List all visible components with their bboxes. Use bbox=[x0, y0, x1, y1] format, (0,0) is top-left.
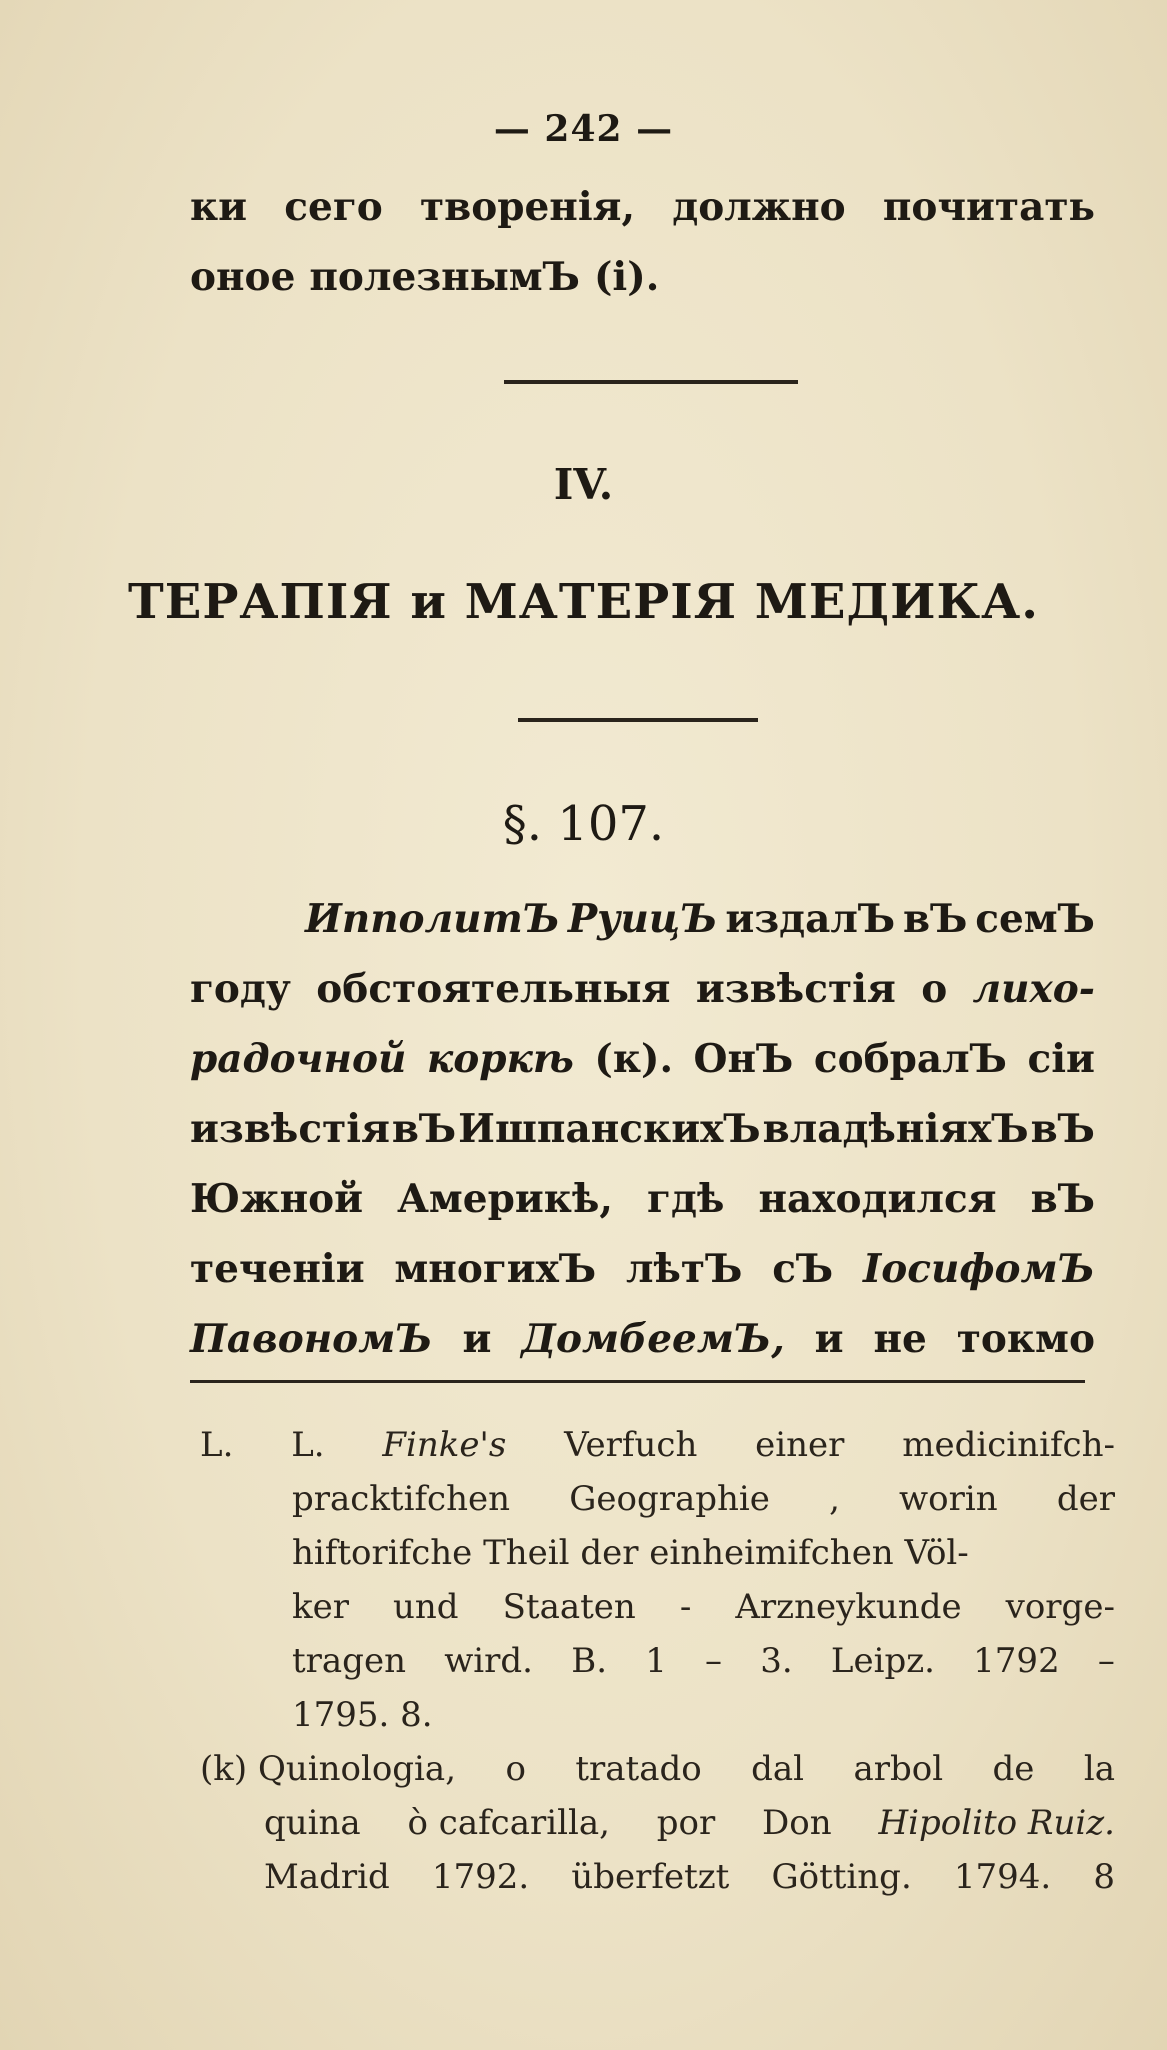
footnote-line bbox=[292, 1472, 1115, 1526]
word: tratado bbox=[575, 1749, 702, 1789]
word: worin bbox=[899, 1479, 998, 1519]
word: владѣніяхЪ bbox=[762, 1106, 1029, 1152]
word: Hipolito Ruiz. bbox=[878, 1803, 1115, 1843]
footnote-line bbox=[200, 1742, 1115, 1796]
word: Leipz. bbox=[830, 1641, 935, 1681]
word: Götting. bbox=[771, 1857, 912, 1897]
section-mark: §. 107. bbox=[502, 796, 665, 852]
word: году bbox=[190, 966, 291, 1012]
footnote-line bbox=[292, 1580, 1115, 1634]
footnote-line bbox=[292, 1526, 1115, 1580]
word: L. bbox=[291, 1425, 325, 1465]
word: – bbox=[705, 1641, 723, 1681]
word: vorge- bbox=[1005, 1587, 1115, 1627]
word: и bbox=[814, 1316, 844, 1362]
footnote-line bbox=[200, 1418, 1115, 1472]
footnote-line bbox=[292, 1634, 1115, 1688]
word: und bbox=[393, 1587, 459, 1627]
word: не bbox=[873, 1316, 927, 1362]
word: извѣстія bbox=[695, 966, 896, 1012]
word: überfetzt bbox=[571, 1857, 730, 1897]
footnote-line bbox=[264, 1850, 1115, 1904]
chapter-heading: ТЕРАПІЯ и МАТЕРІЯ МЕДИКА. bbox=[128, 574, 1039, 630]
word: 1792 bbox=[973, 1641, 1060, 1681]
word: почитать bbox=[882, 184, 1095, 230]
word: la bbox=[1083, 1749, 1115, 1789]
divider-rule bbox=[504, 380, 798, 384]
word: dal bbox=[751, 1749, 805, 1789]
word: B. bbox=[571, 1641, 607, 1681]
word: Geographie bbox=[569, 1479, 770, 1519]
word: der bbox=[1056, 1479, 1115, 1519]
footnote-line bbox=[292, 1688, 1115, 1742]
text-line bbox=[190, 1234, 1095, 1304]
word: токмо bbox=[956, 1316, 1095, 1362]
word: Don bbox=[762, 1803, 832, 1843]
word: 1792. bbox=[431, 1857, 530, 1897]
word: pracktifchen bbox=[292, 1479, 511, 1519]
word: семЪ bbox=[975, 896, 1095, 942]
word: tragen bbox=[292, 1641, 406, 1681]
word: o bbox=[505, 1749, 526, 1789]
word: лихо- bbox=[972, 966, 1095, 1012]
word: о bbox=[921, 966, 948, 1012]
word: Finke's bbox=[382, 1425, 507, 1465]
word: гдѣ bbox=[647, 1176, 725, 1222]
word: arbol bbox=[853, 1749, 944, 1789]
word: лѣтЪ bbox=[626, 1246, 743, 1292]
word: Madrid bbox=[264, 1857, 390, 1897]
word: ò cafcarilla, bbox=[407, 1803, 610, 1843]
word: должно bbox=[672, 184, 846, 230]
word: ІосифомЪ bbox=[863, 1246, 1095, 1292]
text-line bbox=[190, 1024, 1095, 1094]
word: Verfuch bbox=[564, 1425, 698, 1465]
word: ker bbox=[292, 1587, 349, 1627]
word: коркѣ bbox=[426, 1036, 574, 1082]
body-text bbox=[190, 884, 1095, 1374]
word: Южной bbox=[190, 1176, 364, 1222]
word: полезнымЪ bbox=[309, 254, 580, 300]
word: издалЪ bbox=[725, 896, 896, 942]
word: de bbox=[992, 1749, 1035, 1789]
word: вЪ bbox=[1030, 1106, 1095, 1152]
text-line bbox=[190, 1164, 1095, 1234]
word: Arzneykunde bbox=[735, 1587, 962, 1627]
text-line bbox=[190, 172, 1095, 242]
word: оное bbox=[190, 254, 296, 300]
divider-rule bbox=[518, 718, 758, 722]
word: творенія, bbox=[419, 184, 636, 230]
word: quina bbox=[264, 1803, 361, 1843]
word: вЪ bbox=[1030, 1176, 1095, 1222]
word: 1 bbox=[645, 1641, 667, 1681]
footnote-rule bbox=[190, 1380, 1085, 1383]
word: обстоятельныя bbox=[316, 966, 671, 1012]
word: 1794. bbox=[953, 1857, 1052, 1897]
text-line bbox=[190, 242, 1095, 312]
word: ДомбеемЪ, bbox=[521, 1316, 785, 1362]
word: вЪ bbox=[391, 1106, 457, 1152]
word: ИпполитЪ bbox=[305, 896, 561, 942]
word: medicinifch- bbox=[902, 1425, 1115, 1465]
text-line bbox=[190, 1094, 1095, 1164]
word: 1795. 8. bbox=[292, 1695, 433, 1735]
word: ки bbox=[190, 184, 248, 230]
word: Америкѣ, bbox=[397, 1176, 613, 1222]
chapter-number: IV. bbox=[553, 460, 614, 509]
word: ПавономЪ bbox=[190, 1316, 433, 1362]
word: сіи bbox=[1027, 1036, 1095, 1082]
word: собралЪ bbox=[813, 1036, 1007, 1082]
word: , bbox=[829, 1479, 840, 1519]
text-line bbox=[305, 884, 1095, 954]
word: - bbox=[679, 1587, 692, 1627]
word: ОнЪ bbox=[693, 1036, 794, 1082]
word: и bbox=[462, 1316, 492, 1362]
word: многихЪ bbox=[394, 1246, 597, 1292]
word: hiftorifche Theil der einheimifchen Völ- bbox=[292, 1533, 969, 1573]
word: 3. bbox=[760, 1641, 793, 1681]
word: 8 bbox=[1093, 1857, 1115, 1897]
word: – bbox=[1097, 1641, 1115, 1681]
word: (i). bbox=[593, 254, 660, 300]
word: (k) Quinologia, bbox=[200, 1749, 457, 1789]
page-number: — 242 — bbox=[493, 108, 674, 150]
text-line bbox=[190, 954, 1095, 1024]
text-line bbox=[190, 1304, 1095, 1374]
word: L. bbox=[200, 1425, 234, 1465]
word: теченіи bbox=[190, 1246, 365, 1292]
word: радочной bbox=[190, 1036, 407, 1082]
word: einer bbox=[755, 1425, 845, 1465]
word: сего bbox=[284, 184, 383, 230]
footnotes bbox=[200, 1418, 1115, 1904]
word: ИшпанскихЪ bbox=[458, 1106, 761, 1152]
word: wird. bbox=[444, 1641, 533, 1681]
footnote-line bbox=[264, 1796, 1115, 1850]
word: находился bbox=[758, 1176, 997, 1222]
word: (к). bbox=[594, 1036, 674, 1082]
word: сЪ bbox=[772, 1246, 834, 1292]
word: вЪ bbox=[903, 896, 968, 942]
word: РуицЪ bbox=[567, 896, 718, 942]
top-text bbox=[190, 172, 1095, 312]
word: извѣстія bbox=[190, 1106, 390, 1152]
word: por bbox=[656, 1803, 716, 1843]
word: Staaten bbox=[502, 1587, 636, 1627]
